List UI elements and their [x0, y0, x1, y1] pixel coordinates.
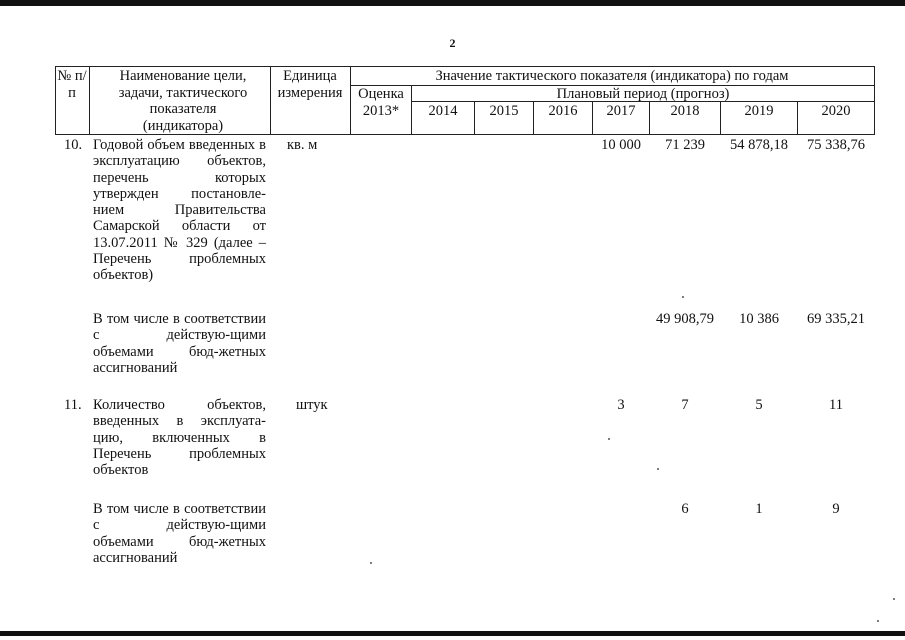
- value-2020: 69 335,21: [807, 311, 865, 327]
- header-year-2017: 2017: [606, 103, 636, 119]
- row-name: В том числе в соответствии с действую-щими объемами бюд-жетных ассигнований: [93, 501, 266, 566]
- row-name: Годовой объем введенных в эксплуатацию объектов, перечень которых утвержден постановле-нием Правительства Самарской области от 13.07.2011 № 329 (далее – Перечень проблемных объектов): [93, 137, 266, 284]
- page-number: 2: [449, 36, 456, 50]
- header-col-no: № п/п: [57, 68, 87, 101]
- header-col-unit: Единица измерения: [277, 68, 343, 101]
- header-year-2019: 2019: [744, 103, 774, 119]
- value-2020: 75 338,76: [807, 137, 865, 153]
- header-year-2020: 2020: [821, 103, 851, 119]
- value-2018: 49 908,79: [656, 311, 714, 327]
- header-year-2015: 2015: [489, 103, 519, 119]
- value-2017: 3: [617, 397, 625, 413]
- header-year-2016: 2016: [548, 103, 578, 119]
- header-col-estimate: Оценка 2013*: [358, 86, 404, 119]
- header-col-name: Наименование цели, задачи, тактического показателя (индикатора): [118, 68, 248, 134]
- scan-bottom-border: [0, 631, 905, 636]
- row-name: Количество объектов, введенных в эксплуата-цию, включенных в Перечень проблемных объектов: [93, 397, 266, 479]
- header-year-2014: 2014: [428, 103, 458, 119]
- value-2019: 5: [755, 397, 763, 413]
- row-number: 11.: [64, 397, 82, 413]
- value-2019: 10 386: [739, 311, 779, 327]
- value-2019: 1: [755, 501, 763, 517]
- value-2018: 7: [681, 397, 689, 413]
- header-year-2018: 2018: [670, 103, 700, 119]
- row-unit: кв. м: [287, 137, 318, 153]
- header-col-plan: Плановый период (прогноз): [556, 86, 730, 102]
- value-2019: 54 878,18: [730, 137, 788, 153]
- scan-top-border: [0, 0, 905, 6]
- value-2020: 9: [832, 501, 840, 517]
- row-unit: штук: [296, 397, 328, 413]
- row-number: 10.: [64, 137, 83, 153]
- value-2018: 6: [681, 501, 689, 517]
- value-2020: 11: [829, 397, 843, 413]
- row-name: В том числе в соответствии с действую-щими объемами бюд-жетных ассигнований: [93, 311, 266, 376]
- value-2017: 10 000: [601, 137, 641, 153]
- value-2018: 71 239: [665, 137, 705, 153]
- header-col-values: Значение тактического показателя (индикатора) по годам: [435, 68, 789, 84]
